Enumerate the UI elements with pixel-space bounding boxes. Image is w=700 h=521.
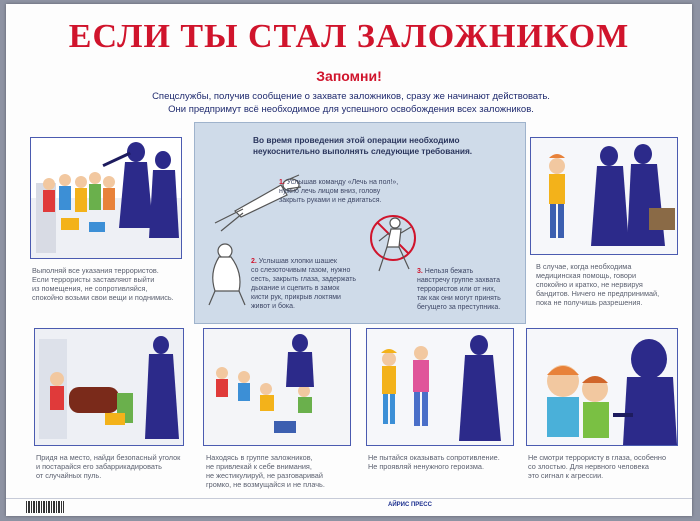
center-instructions <box>194 122 526 324</box>
caption-2: В случае, когда необходима медицинская помощь, говори спокойно и кратко, не нервируя бандитов. Ничего не предпринимай, пока не получишь разрешения. <box>536 262 660 307</box>
intro-text <box>86 90 616 116</box>
caption-6: Не смотри террористу в глаза, особенно со злостью. Для нервного человека это сигнал к агрессии. <box>528 453 667 480</box>
poster <box>6 4 692 516</box>
illustration-barricade <box>35 329 183 445</box>
step-2: 2. Услышав хлопки шашек со слезоточивым газом, нужно сесть, закрыть глаза, задержать дыхание и сцепить в замок кисти рук, прикрыв локтями живот и бока. <box>251 258 357 310</box>
caption-4: Находясь в группе заложников, не привлекай к себе внимания, не жестикулируй, не разговаривай громко, не возмущайся и не плачь. <box>206 453 325 489</box>
step-3: 3. Нельзя бежать навстречу группе захвата террористов или от них, так как они могут принять бегущего за преступника. <box>417 268 501 311</box>
illustration-no-eye-contact <box>527 329 677 445</box>
barcode <box>26 501 64 513</box>
illustration-panel-1 <box>30 137 182 259</box>
illustration-panel-4 <box>203 328 351 446</box>
caption-1: Выполняй все указания террористов. Если террористы заставляют выйти из помещения, не сопротивляйся, спокойно возьми свои вещи и поднимись. <box>32 266 174 302</box>
caption-5: Не пытайся оказывать сопротивление. Не проявляй ненужного героизма. <box>368 453 500 471</box>
poster-title: ЕСЛИ ТЫ СТАЛ ЗАЛОЖНИКОМ <box>68 18 630 55</box>
illustration-panel-5 <box>366 328 514 446</box>
illustration-panel-2 <box>530 137 678 255</box>
illustration-no-resistance <box>367 329 513 445</box>
step-1: 1. Услышав команду «Лечь на пол!», нужно лечь лицом вниз, голову закрыть руками и не двигаться. <box>279 179 399 204</box>
intro-line: Они предпримут всё необходимое для успешного освобождения всех заложников. <box>168 104 534 115</box>
publisher-logo: АЙРИС ПРЕСС <box>388 502 432 508</box>
illustration-medical-help <box>531 138 677 254</box>
illustration-hostage-group-floor <box>204 329 350 445</box>
illustration-hostages-group <box>31 138 181 258</box>
illustration-panel-6 <box>526 328 678 446</box>
illustration-panel-3 <box>34 328 184 446</box>
footer-strip <box>6 498 692 517</box>
center-heading: Во время проведения этой операции необходимо неукоснительно выполнять следующие требования. <box>253 135 473 156</box>
intro-line: Спецслужбы, получив сообщение о захвате заложников, сразу же начинают действовать. <box>152 91 550 102</box>
poster-subtitle: Запомни! <box>316 68 382 84</box>
caption-3: Придя на место, найди безопасный уголок и постарайся его забаррикадировать от случайных пуль. <box>36 453 181 480</box>
